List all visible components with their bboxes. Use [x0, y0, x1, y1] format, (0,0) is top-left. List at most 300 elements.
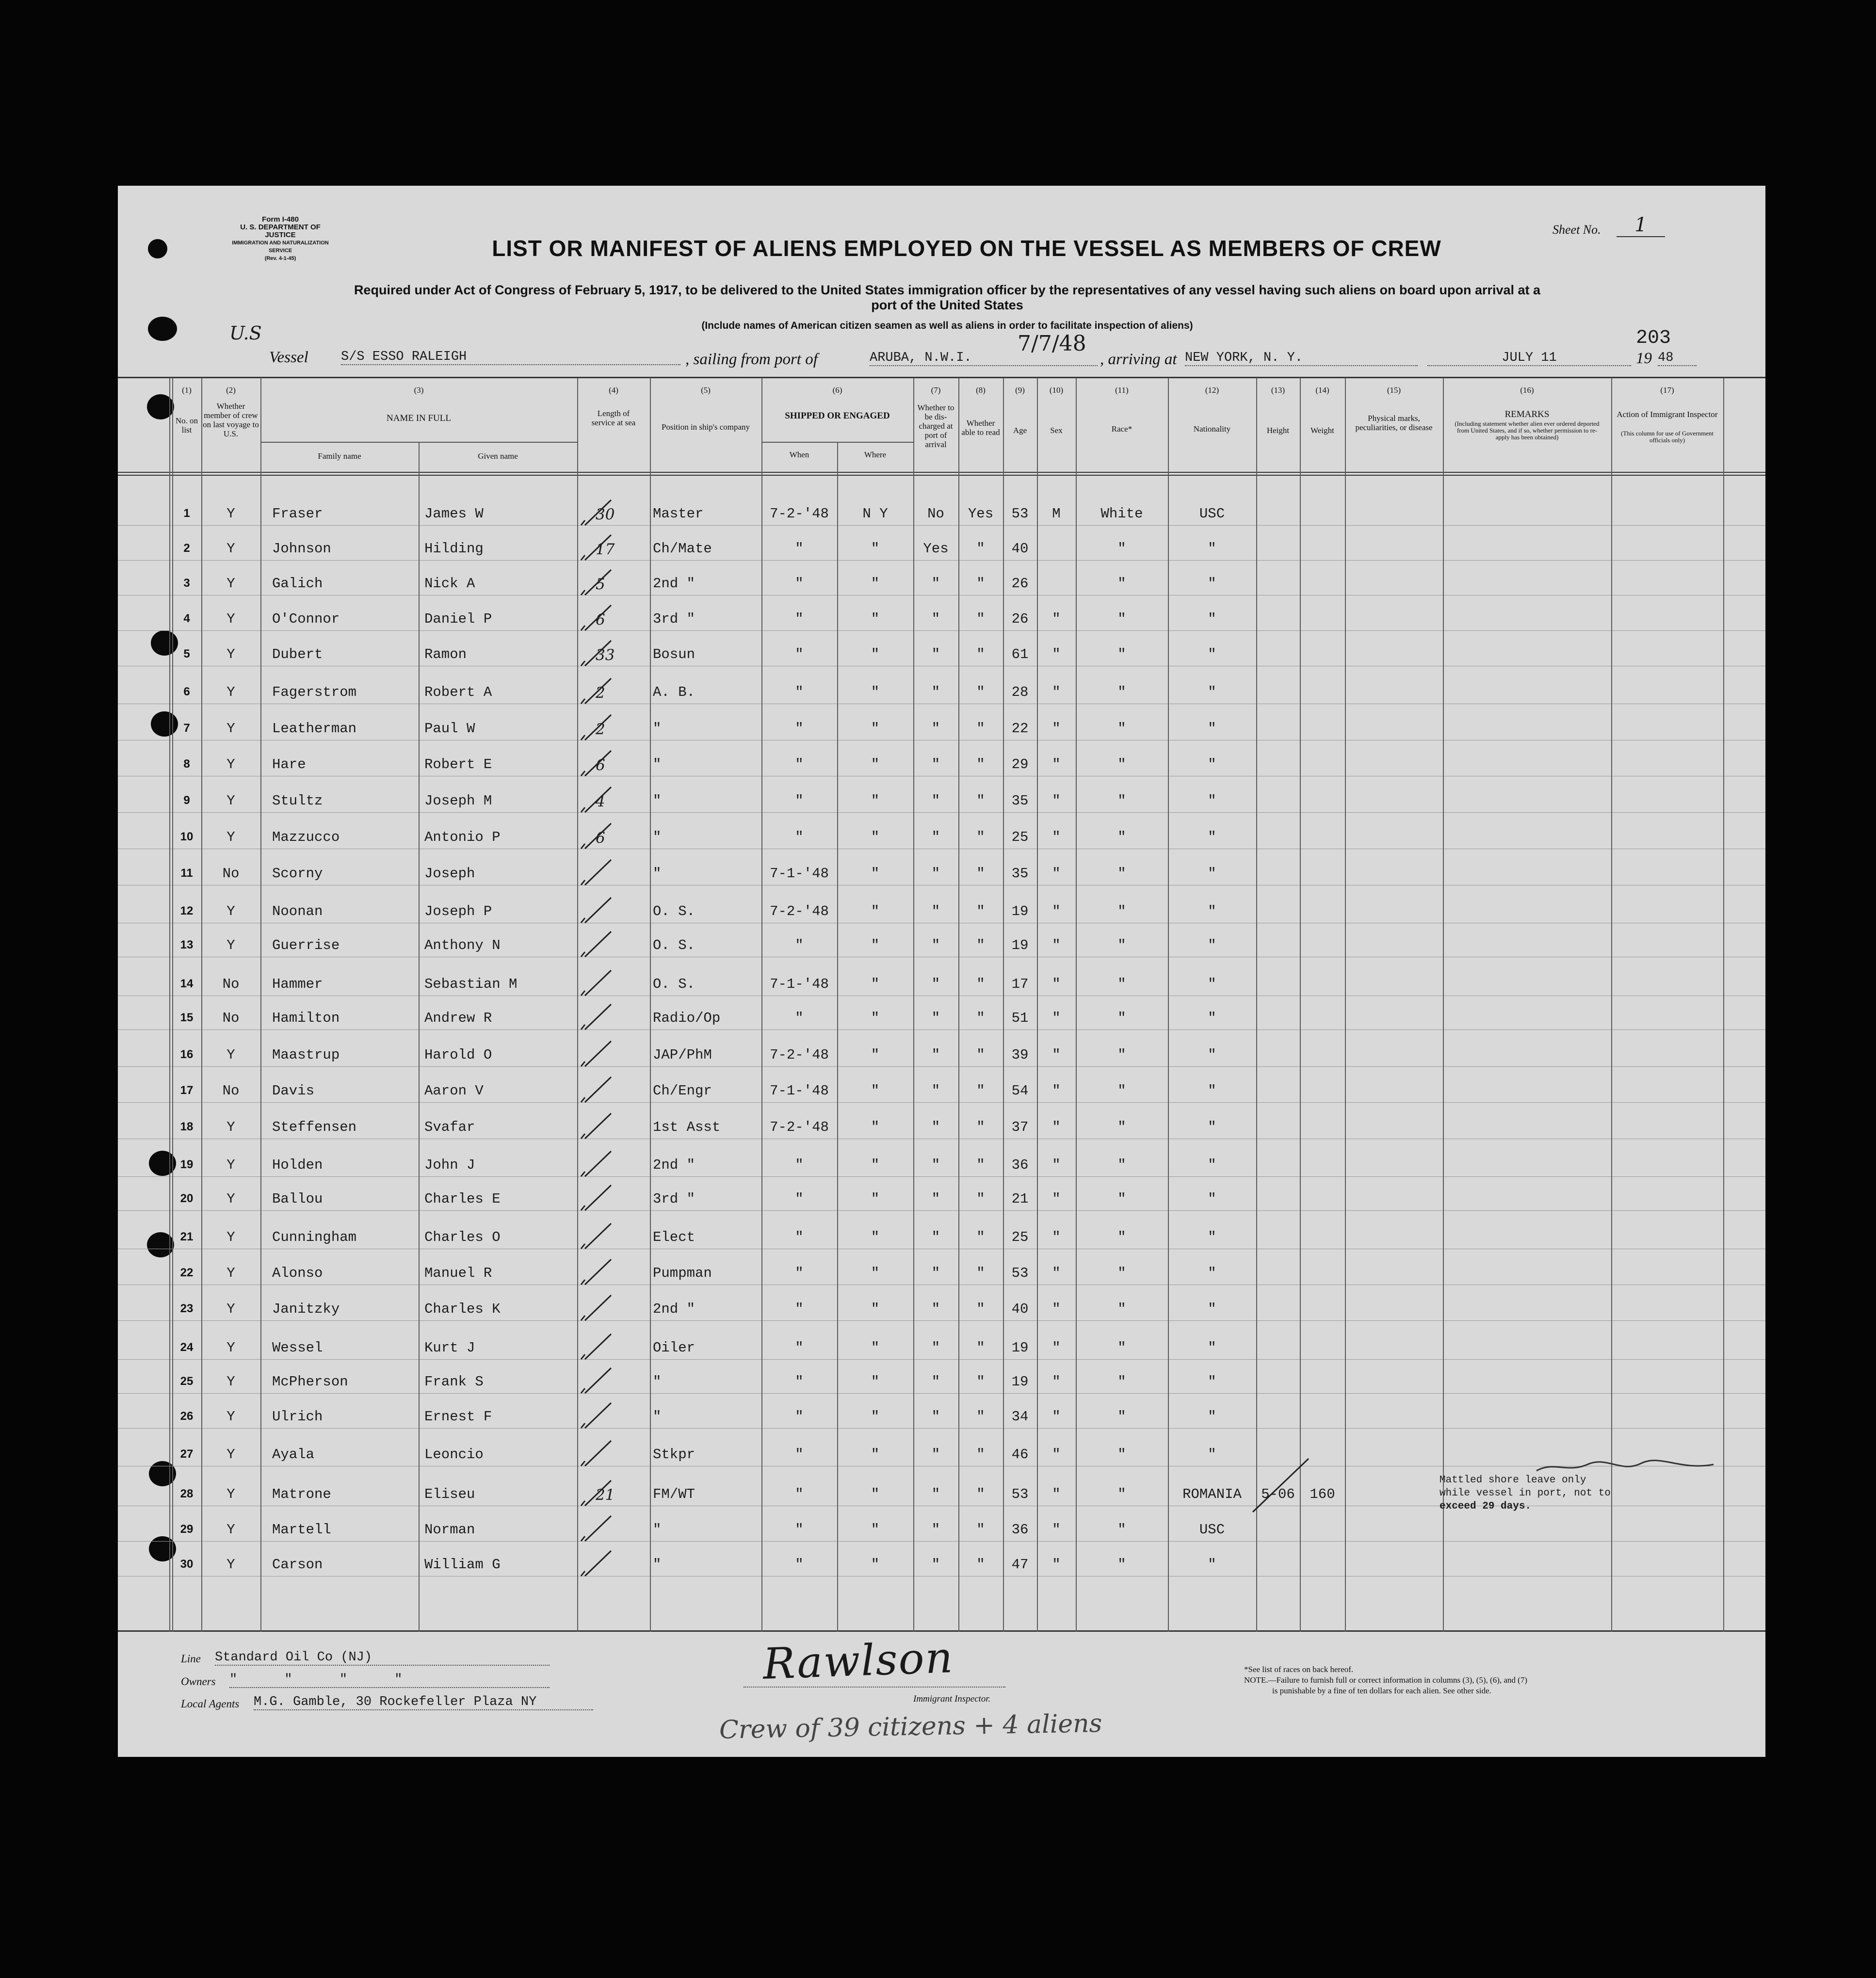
row-number: 24 [180, 1341, 194, 1354]
cell-sex: " [1052, 1557, 1061, 1573]
inspector-label: Immigrant Inspector. [913, 1694, 991, 1704]
row-number: 25 [180, 1375, 194, 1388]
cell-age: 46 [1011, 1447, 1029, 1463]
cell-discharge: Yes [923, 541, 949, 557]
cell-race: " [1117, 976, 1126, 992]
cell-sex: " [1052, 1119, 1061, 1135]
cell-sex: " [1052, 1229, 1061, 1245]
row-number: 21 [180, 1230, 194, 1243]
cell-race: " [1117, 646, 1126, 662]
vessel-name: S/S ESSO RALEIGH [341, 350, 680, 365]
cell-read: " [976, 1301, 985, 1317]
row-number: 11 [180, 867, 193, 880]
cell-sex: " [1052, 1409, 1061, 1425]
col-header-remarks: REMARKS [1504, 409, 1550, 419]
cell-given: Antonio P [424, 829, 501, 845]
service-check-mark [581, 1516, 611, 1541]
sheet-label: Sheet No. [1553, 223, 1601, 237]
cell-when: " [795, 1557, 804, 1573]
cell-race: " [1117, 1191, 1126, 1207]
cell-family: Hamilton [272, 1010, 340, 1026]
col-header-no-on-list: No. on list [175, 416, 198, 434]
cell-when: " [795, 829, 804, 845]
col-num-7: (7) [931, 386, 941, 395]
col-header-where: Where [864, 450, 887, 459]
cell-last: Y [226, 1486, 235, 1502]
cell-nationality: " [1208, 541, 1216, 557]
service-check-mark [581, 1334, 611, 1359]
cell-read: " [976, 1374, 985, 1390]
cell-family: Davis [272, 1083, 315, 1099]
page-title: LIST OR MANIFEST OF ALIENS EMPLOYED ON THE VESSEL AS MEMBERS OF CREW [492, 236, 1441, 261]
cell-discharge: " [931, 903, 940, 919]
cell-given: Frank S [424, 1374, 484, 1390]
cell-when: " [795, 756, 804, 772]
col-num-9: (9) [1015, 386, 1025, 395]
cell-where: " [871, 937, 880, 953]
cell-family: Noonan [272, 903, 323, 919]
col-header-last-voyage: Whether member of crew on last voyage to U.S. [203, 402, 259, 438]
cell-where: " [871, 1191, 880, 1207]
cell-race: " [1117, 1340, 1126, 1356]
service-check-mark [581, 1403, 611, 1428]
col-line [1003, 378, 1004, 1632]
cell-family: Scorny [272, 866, 323, 882]
cell-discharge: " [931, 793, 940, 809]
cell-age: 36 [1011, 1522, 1029, 1538]
cell-family: Ballou [272, 1191, 323, 1207]
col-line [1037, 378, 1038, 1632]
cell-age: 36 [1011, 1157, 1029, 1173]
service-check-mark [581, 1551, 611, 1576]
cell-given: John J [424, 1157, 475, 1173]
cell-read: " [976, 937, 985, 953]
cell-read: " [976, 1522, 985, 1538]
col-line [201, 378, 202, 1632]
cell-position: Pumpman [653, 1265, 712, 1281]
row-number: 9 [183, 794, 190, 807]
cell-given: Daniel P [424, 611, 492, 627]
cell-sex: " [1052, 903, 1061, 919]
col-header-weight: Weight [1310, 426, 1334, 435]
cell-age: 29 [1011, 756, 1029, 772]
service-check-mark [581, 500, 611, 525]
cell-sex: " [1052, 829, 1061, 845]
service-check-mark [581, 678, 611, 704]
cell-given: Joseph M [424, 793, 492, 809]
remarks-line-3: exceed 29 days. [1439, 1501, 1532, 1512]
cell-given: Charles K [424, 1301, 501, 1317]
row-guide-line [118, 1320, 1765, 1321]
cell-race: " [1117, 611, 1126, 627]
vessel-label: Vessel [269, 349, 308, 366]
cell-race: " [1117, 1301, 1126, 1317]
cell-race: " [1117, 1083, 1126, 1099]
row-number: 15 [180, 1011, 194, 1024]
owners-label: Owners [181, 1675, 216, 1688]
cell-discharge: " [931, 1301, 940, 1317]
cell-family: Dubert [272, 646, 323, 662]
cell-age: 54 [1011, 1083, 1029, 1099]
row-guide-line [118, 1359, 1765, 1360]
col-num-15: (15) [1387, 386, 1401, 395]
form-id-block [227, 216, 334, 262]
col-num-6: (6) [832, 386, 842, 395]
cell-last: Y [226, 1157, 235, 1173]
cell-where: " [871, 866, 880, 882]
cell-last: Y [226, 541, 235, 557]
cell-race: " [1117, 721, 1126, 737]
cell-last: Y [226, 1409, 235, 1425]
department: U. S. DEPARTMENT OF JUSTICE [240, 223, 321, 239]
col-header-action: Action of Immigrant Inspector [1617, 410, 1718, 419]
subtitle-note: (Include names of American citizen seamen as well as aliens in order to facilitate inspection of aliens) [701, 320, 1193, 331]
cell-read: " [976, 576, 985, 592]
col-line [419, 443, 420, 1632]
col-header-race: Race* [1111, 424, 1132, 434]
cell-position: Bosun [653, 646, 695, 662]
col-num-12: (12) [1205, 386, 1219, 395]
cell-service: 6 [596, 611, 605, 628]
cell-read: " [976, 1047, 985, 1063]
cell-family: Janitzky [272, 1301, 340, 1317]
col-header-physical-marks: Physical marks, peculiarities, or disease [1355, 414, 1433, 432]
races-note: *See list of races on back hereof. [1244, 1665, 1354, 1674]
cell-race: " [1117, 1522, 1126, 1538]
cell-where: " [871, 1047, 880, 1063]
cell-where: " [871, 1486, 880, 1502]
cell-read: " [976, 976, 985, 992]
col-line [958, 378, 959, 1632]
cell-when: " [795, 937, 804, 953]
cell-family: Matrone [272, 1486, 331, 1502]
cell-discharge: " [931, 1047, 940, 1063]
col-line [761, 378, 762, 1632]
cell-given: Leoncio [424, 1447, 484, 1463]
row-guide-line [118, 812, 1765, 813]
cell-service: 33 [596, 646, 615, 664]
cell-sex: " [1052, 1374, 1061, 1390]
cell-read: " [976, 903, 985, 919]
cell-race: " [1117, 1557, 1126, 1573]
cell-last: No [222, 976, 240, 992]
sheet-number: 1 [1617, 214, 1665, 237]
col-header-position: Position in ship's company [661, 422, 750, 432]
cell-read: " [976, 646, 985, 662]
header-rule [118, 472, 1765, 473]
cell-when: " [795, 1191, 804, 1207]
cell-where: " [871, 1229, 880, 1245]
cell-sex: " [1052, 1157, 1061, 1173]
col-line [913, 378, 914, 1632]
cell-given: Kurt J [424, 1340, 475, 1356]
cell-family: Galich [272, 576, 323, 592]
col-header-name: NAME IN FULL [387, 413, 451, 423]
cell-discharge: " [931, 1557, 940, 1573]
cell-race: " [1117, 1119, 1126, 1135]
cell-where: " [871, 541, 880, 557]
cell-last: Y [226, 721, 235, 737]
cell-nationality: " [1208, 1265, 1216, 1281]
cell-discharge: " [931, 1374, 940, 1390]
service-check-marks [577, 475, 650, 1629]
cell-position: Oiler [653, 1340, 695, 1356]
cell-age: 25 [1011, 829, 1029, 845]
col-line [650, 378, 651, 1632]
cell-where: " [871, 1374, 880, 1390]
cell-position: " [653, 793, 662, 809]
cell-nationality: " [1208, 1047, 1216, 1063]
cell-where: " [871, 1010, 880, 1026]
cell-nationality: " [1208, 937, 1216, 953]
cell-age: 40 [1011, 541, 1029, 557]
cell-position: Ch/Engr [653, 1083, 712, 1099]
cell-family: Carson [272, 1557, 323, 1573]
service-check-mark [581, 1113, 611, 1139]
cell-position: Ch/Mate [653, 541, 712, 557]
cell-age: 53 [1011, 506, 1029, 522]
cell-position: 2nd " [653, 1157, 695, 1173]
cell-read: " [976, 721, 985, 737]
cell-position: 3rd " [653, 1191, 695, 1207]
cell-read: Yes [968, 506, 994, 522]
cell-height: 5-06 [1261, 1486, 1295, 1502]
cell-family: Fagerstrom [272, 684, 357, 700]
service-check-mark [581, 1041, 611, 1066]
cell-last: Y [226, 1119, 235, 1135]
cell-discharge: " [931, 829, 940, 845]
cell-family: Ayala [272, 1447, 315, 1463]
cell-age: 28 [1011, 684, 1029, 700]
cell-discharge: " [931, 1010, 940, 1026]
cell-nationality: " [1208, 721, 1216, 737]
service-check-mark [581, 1185, 611, 1210]
cell-age: 53 [1011, 1486, 1029, 1502]
agents-value: M.G. Gamble, 30 Rockefeller Plaza NY [254, 1695, 593, 1710]
cell-given: Charles E [424, 1191, 501, 1207]
crew-count-note: Crew of 39 citizens + 4 aliens [719, 1709, 1102, 1745]
cell-when: " [795, 1374, 804, 1390]
cell-sex: " [1052, 793, 1061, 809]
service-check-mark [581, 787, 611, 812]
row-number: 5 [183, 647, 190, 660]
cell-given: Manuel R [424, 1265, 492, 1281]
service-check-mark [581, 1441, 611, 1466]
cell-nationality: " [1208, 1191, 1216, 1207]
cell-family: Ulrich [272, 1409, 323, 1425]
service-check-mark [581, 535, 611, 560]
cell-discharge: " [931, 1486, 940, 1502]
punch-hole [148, 317, 177, 341]
cell-position: JAP/PhM [653, 1047, 712, 1063]
row-guide-line [118, 525, 1765, 526]
shipped-subrule [761, 442, 913, 443]
cell-discharge: " [931, 576, 940, 592]
cell-read: " [976, 756, 985, 772]
cell-discharge: " [931, 756, 940, 772]
manifest-sheet [118, 186, 1765, 1757]
cell-discharge: " [931, 937, 940, 953]
cell-nationality: " [1208, 903, 1216, 919]
cell-nationality: " [1208, 1374, 1216, 1390]
row-number: 8 [183, 757, 190, 771]
subtitle-line-2: port of the United States [871, 298, 1023, 312]
cell-nationality: " [1208, 866, 1216, 882]
cell-position: O. S. [653, 903, 695, 919]
cell-read: " [976, 1083, 985, 1099]
cell-given: Norman [424, 1522, 475, 1538]
cell-where: N Y [862, 506, 888, 522]
cell-where: " [871, 1557, 880, 1573]
col-header-discharged: Whether to be dis-charged at port of arrival [917, 403, 954, 449]
line-value: Standard Oil Co (NJ) [215, 1650, 550, 1666]
row-number: 16 [180, 1048, 194, 1061]
cell-given: Robert A [424, 684, 492, 700]
remarks-line-1: Mattled shore leave only [1439, 1475, 1586, 1486]
col-num-10: (10) [1049, 386, 1064, 395]
cell-where: " [871, 611, 880, 627]
cell-race: " [1117, 1047, 1126, 1063]
cell-when: " [795, 684, 804, 700]
cell-sex: " [1052, 937, 1061, 953]
cell-when: " [795, 1340, 804, 1356]
col-header-height: Height [1266, 426, 1290, 435]
cell-when: 7-1-'48 [770, 976, 829, 992]
cell-position: A. B. [653, 684, 695, 700]
cell-family: Leatherman [272, 721, 357, 737]
cell-given: Ernest F [424, 1409, 492, 1425]
cell-read: " [976, 829, 985, 845]
cell-age: 53 [1011, 1265, 1029, 1281]
table-top-rule [118, 377, 1765, 378]
cell-position: Stkpr [653, 1447, 695, 1463]
col-line [1076, 378, 1077, 1632]
cell-position: Master [653, 506, 704, 522]
cell-nationality: " [1208, 1447, 1216, 1463]
cell-sex: " [1052, 756, 1061, 772]
col-header-family-name: Family name [318, 451, 361, 461]
cell-position: Radio/Op [653, 1010, 721, 1026]
cell-position: " [653, 1374, 662, 1390]
col-line [1345, 378, 1346, 1632]
cell-discharge: " [931, 866, 940, 882]
cell-race: " [1117, 793, 1126, 809]
service-check-mark [581, 570, 611, 595]
revision: (Rev. 4-1-45) [264, 256, 296, 261]
cell-when: " [795, 1522, 804, 1538]
cell-given: Nick A [424, 576, 475, 592]
cell-when: 7-2-'48 [770, 506, 829, 522]
cell-nationality: " [1208, 1340, 1216, 1356]
cell-given: Andrew R [424, 1010, 492, 1026]
cell-last: Y [226, 611, 235, 627]
cell-age: 34 [1011, 1409, 1029, 1425]
cell-when: " [795, 1157, 804, 1173]
cell-family: McPherson [272, 1374, 348, 1390]
cell-last: Y [226, 1047, 235, 1063]
cell-read: " [976, 1409, 985, 1425]
cell-read: " [976, 611, 985, 627]
service-check-mark [581, 1368, 611, 1393]
row-number: 23 [180, 1302, 194, 1315]
cell-sex: " [1052, 1447, 1061, 1463]
cell-discharge: " [931, 1083, 940, 1099]
cell-where: " [871, 756, 880, 772]
row-number: 18 [180, 1120, 194, 1133]
cell-age: 47 [1011, 1557, 1029, 1573]
row-guide-line [118, 1210, 1765, 1211]
cell-where: " [871, 903, 880, 919]
row-number: 27 [180, 1447, 194, 1461]
height-check-mark [1248, 1454, 1311, 1522]
cell-nationality: " [1208, 1119, 1216, 1135]
cell-position: O. S. [653, 976, 695, 992]
row-number: 7 [183, 722, 190, 735]
col-header-shipped: SHIPPED OR ENGAGED [785, 411, 890, 421]
cell-when: " [795, 646, 804, 662]
col-line [1443, 378, 1444, 1632]
cell-last: Y [226, 1447, 235, 1463]
cell-given: Hilding [424, 541, 484, 557]
row-guide-line [118, 630, 1765, 631]
cell-position: " [653, 829, 662, 845]
service-check-mark [581, 1223, 611, 1249]
cell-when: " [795, 1486, 804, 1502]
cell-where: " [871, 576, 880, 592]
row-guide-line [118, 1428, 1765, 1429]
cell-race: " [1117, 1010, 1126, 1026]
cell-when: 7-2-'48 [770, 903, 829, 919]
cell-position: " [653, 1557, 662, 1573]
cell-service: 2 [596, 721, 605, 738]
stamp-number: 203 [1636, 327, 1671, 349]
cell-race: " [1117, 937, 1126, 953]
cell-when: " [795, 1010, 804, 1026]
cell-when: " [795, 1229, 804, 1245]
form-number: Form I-480 [262, 215, 299, 224]
cell-when: " [795, 793, 804, 809]
cell-where: " [871, 1301, 880, 1317]
cell-weight: 160 [1310, 1486, 1335, 1502]
sailing-label: , sailing from port of [685, 351, 818, 368]
cell-when: " [795, 1301, 804, 1317]
col-header-remarks-note: (Including statement whether alien ever ordered deported from United States, and if so, whether permission to re-apply has been obtained) [1455, 420, 1600, 441]
cell-given: Joseph [424, 866, 475, 882]
cell-read: " [976, 1119, 985, 1135]
cell-sex: " [1052, 1010, 1061, 1026]
arrival-date: JULY 11 [1427, 351, 1631, 366]
row-number: 4 [183, 612, 190, 625]
row-guide-line [118, 560, 1765, 561]
cell-discharge: " [931, 1340, 940, 1356]
col-num-14: (14) [1315, 386, 1329, 395]
cell-when: " [795, 576, 804, 592]
col-num-17: (17) [1660, 386, 1674, 395]
col-header-sex: Sex [1050, 426, 1063, 435]
row-number: 28 [180, 1487, 194, 1500]
cell-discharge: " [931, 646, 940, 662]
cell-age: 19 [1011, 1374, 1029, 1390]
cell-when: " [795, 611, 804, 627]
cell-family: Steffensen [272, 1119, 357, 1135]
cell-age: 19 [1011, 937, 1029, 953]
cell-nationality: USC [1199, 1522, 1225, 1538]
cell-nationality: " [1208, 611, 1216, 627]
col-line [1256, 378, 1257, 1632]
cell-where: " [871, 1522, 880, 1538]
col-header-read: Whether able to read [961, 418, 1000, 437]
agents-label: Local Agents [181, 1698, 240, 1710]
